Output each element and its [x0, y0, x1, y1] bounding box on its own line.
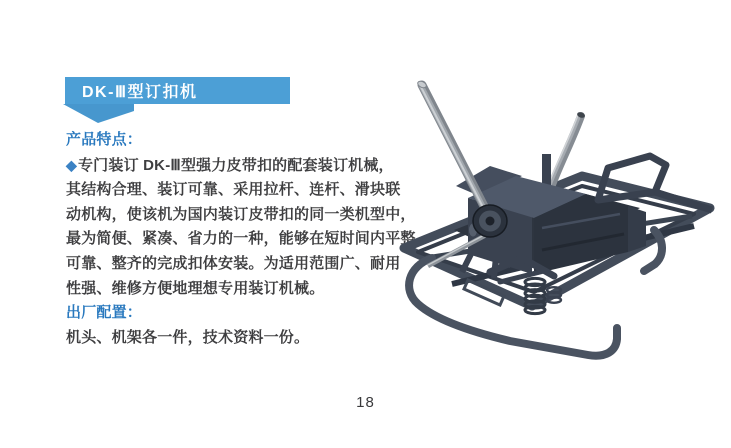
machine-lever-left — [417, 80, 490, 218]
page-number: 18 — [356, 394, 375, 411]
features-heading: 产品特点： — [66, 131, 143, 148]
feature-line: 动机构，使该机为国内装订皮带扣的同一类机型中， — [66, 205, 416, 223]
feature-line: 最为简便、紧凑、省力的一种，能够在短时间内平整、 — [66, 230, 431, 248]
product-photo — [392, 58, 722, 368]
feature-line — [66, 153, 396, 179]
feature-line: 可靠、整齐的完成扣体安装。为适用范围广、耐用 — [66, 254, 401, 272]
feature-line: 其结构合理、装订可靠、采用拉杆、连杆、滑块联 — [66, 181, 401, 199]
shipping-config-line: 机头、机架各一件，技术资料一份。 — [66, 328, 310, 346]
product-title: DK-Ⅲ型订扣机 — [82, 84, 198, 101]
banner-ribbon-fold-icon — [63, 104, 135, 124]
shipping-config-heading: 出厂配置： — [66, 304, 143, 322]
feature-line: 性强、维修方便地理想专用装订机械。 — [66, 279, 325, 297]
product-title-banner — [65, 77, 290, 104]
diamond-bullet-icon: ◆ — [66, 156, 77, 173]
product-description — [66, 128, 431, 350]
machine-spring — [525, 278, 545, 313]
feature-line-text: 专门装订 DK-Ⅲ型强力皮带扣的配套装订机械， — [77, 156, 394, 174]
